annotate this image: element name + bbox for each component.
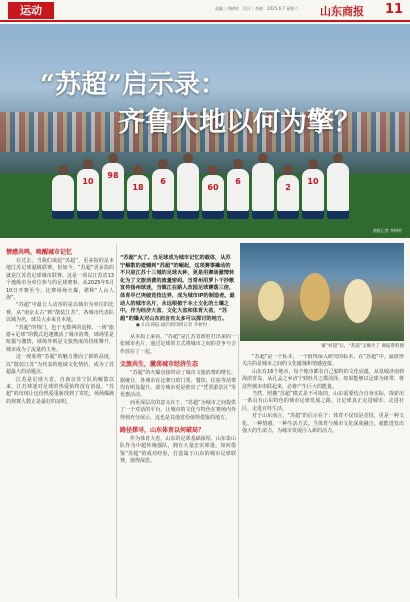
column-divider bbox=[116, 244, 117, 598]
jersey-number: 18 bbox=[132, 183, 144, 192]
paragraph: “苏超”的火爆直接带动了城市文旅消费的增长。据统计，各城市在比赛日的门票、餐饮、住宿等消费均有明显提升，部分城市更是推出了“凭票游景区”等优惠活动。 bbox=[120, 370, 236, 399]
paragraph: 在过去，当我们谈起“苏超”，更多指的是本地江苏足球超级联赛。但如今，“苏超”更多指的就是江苏省足球城市联赛。这是一项以江苏省13个地级市为单位参与的足球赛事，从2025年5月10日开赛至今，比赛场场火爆，堪称“人山人海”。 bbox=[6, 258, 114, 302]
jersey-number: 10 bbox=[82, 177, 94, 186]
jersey-number: 6 bbox=[160, 177, 166, 186]
player-figure bbox=[327, 163, 349, 219]
page-header bbox=[0, 0, 410, 22]
article-column-1 bbox=[6, 244, 114, 598]
player-figure bbox=[202, 175, 224, 219]
player-figure bbox=[277, 175, 299, 219]
article-column-2 bbox=[120, 334, 236, 598]
mascot-figure bbox=[258, 281, 284, 321]
paragraph: “苏超”是一个标本，一个值得深入研究的标本。在“苏超”中，最值得关注的是城市之间的文化碰撞和情感连接。 bbox=[242, 354, 404, 368]
player-figure bbox=[252, 163, 274, 219]
mascot-figure bbox=[344, 279, 372, 323]
player-figure bbox=[302, 169, 324, 219]
lead-quote: “苏超”火了。当足球成为城市记忆的载体，从苏宁解散的遗憾到“苏超”的崛起，这项赛事撬动的不只是江苏十三城的足球火种，更是用赛场激情转化为了文旅消费的流量密码。当常州用萝卜干抄歌宣传扬州球迷，当镇江在路人改园足球赛落三倍，体育早已突破竞技边界，成为城市IP的制造者。最动人的城市名片，永远根植于本土文化的土壤之中。作为经济大省、文化大省和体育大省，“苏超”的爆火对山东而言有太多可以探讨的地方。 bbox=[120, 255, 235, 322]
newspaper-name: 山东商报 bbox=[320, 5, 364, 18]
jersey-number: 2 bbox=[285, 183, 291, 192]
jersey-number: 60 bbox=[207, 183, 219, 192]
paragraph: 作为体育大省，山东的足球基础深厚。山东泰山队作为中超传统强队，拥有大量忠实球迷。如何借鉴“苏超”的成功经验，打造属于山东的城市足球联赛，值得深思。 bbox=[120, 436, 236, 465]
paragraph: 而更深层次的意义在于，“苏超”为城市之间提供了一个对话的平台，让城市的文化与特色在赛场内外得到充分展示，这也是其他省份值得借鉴的地方。 bbox=[120, 399, 236, 421]
column-divider bbox=[238, 334, 239, 598]
paragraph: 这一现象将“苏超”的魅力推向了新的高度，以“散装江苏”为代表的地域文化情结，成为了苏超最大的话题点。 bbox=[6, 354, 114, 376]
headline-line1: “苏超”启示录： bbox=[40, 70, 226, 100]
paragraph: 对于山东而言，“苏超”的启示在于：体育不仅仅是竞技，更是一种文化、一种情感、一种生活方式。当体育与城市文化深度融合，就能迸发出强大的生命力，为城市发展注入新的活力。 bbox=[242, 413, 404, 435]
headline-line2: 齐鲁大地以何为擎？ bbox=[118, 107, 361, 138]
editor-meta: 责编｜李树材 设计｜李晓 2025.6.7 星期六 bbox=[215, 6, 299, 11]
mascot-figure bbox=[300, 273, 330, 321]
paragraph: “苏超”中最让人动容的是以城市为单位的比赛，从“南京太古”到“散装江苏”，各城市代表队以城为名，球员大多来自本地。 bbox=[6, 302, 114, 324]
player-figure bbox=[102, 163, 124, 219]
player-figure bbox=[227, 169, 249, 219]
inset-photo bbox=[240, 243, 404, 341]
jersey-number: 98 bbox=[107, 171, 119, 180]
lead-source: ● 山东商报·通的新闻网记者 李树材 bbox=[136, 323, 208, 328]
paragraph: “苏超”的热门，也于无数网的追捧。一场“旅游+足球”的模式迅速激活了城市消费，球场里是喧嚣与激情，球场外则是文旅热度的持续攀升，城市成为了流量的主角。 bbox=[6, 324, 114, 353]
paragraph: 江苏是足球大省，自南京苏宁队的解散以来，江苏球迷对足球的热爱始终没有消退。“苏超”的出现让这份热爱重新找到了寄托，场场爆满的观赛人数正是最好的证明。 bbox=[6, 376, 114, 405]
hero-byline: 商报记者 李树材 bbox=[372, 228, 402, 233]
subheading: 路径探寻，山东体育以何破局？ bbox=[120, 427, 205, 435]
hero-photo bbox=[0, 24, 410, 238]
section-tab: 运动 bbox=[8, 2, 54, 19]
player-figure bbox=[127, 175, 149, 219]
article-column-3 bbox=[242, 354, 404, 598]
player-figure bbox=[152, 169, 174, 219]
page-number: 11 bbox=[385, 2, 404, 17]
subheading: 文旅共生，激荡城市经济生态 bbox=[120, 361, 199, 369]
paragraph: 山东有16个地市，每个地市都有自己独特的文化底蕴，从泉城济南到海滨青岛，从孔孟之乡济宁到牡丹之都菏泽，如果能够以足球为纽带，将这些城市串联起来，必将产生巨大的能量。 bbox=[242, 368, 404, 390]
player-figure bbox=[52, 175, 74, 219]
subheading: 情感共鸣，唤醒城市记忆 bbox=[6, 249, 73, 256]
jersey-number: 10 bbox=[307, 177, 319, 186]
paragraph: 从本质上来看，“苏超”是江苏省政府打出来的一张城市名片，通过足球的方式将城市之间的竞争与合作放在了一起。 bbox=[120, 334, 236, 355]
jersey-number: 6 bbox=[235, 177, 241, 186]
player-figure bbox=[77, 169, 99, 219]
player-figure bbox=[177, 163, 199, 219]
paragraph: 当然，照搬“苏超”模式是不可取的，山东需要结合自身实际，探索出一条具有山东特色的城市足球发展之路。让足球真正走进城市、走进社区、走进百姓生活。 bbox=[242, 391, 404, 412]
photo-caption: 镇”村超”后，“苏超”又爆火了 商报资料图 bbox=[321, 344, 404, 349]
players-group bbox=[52, 149, 352, 219]
